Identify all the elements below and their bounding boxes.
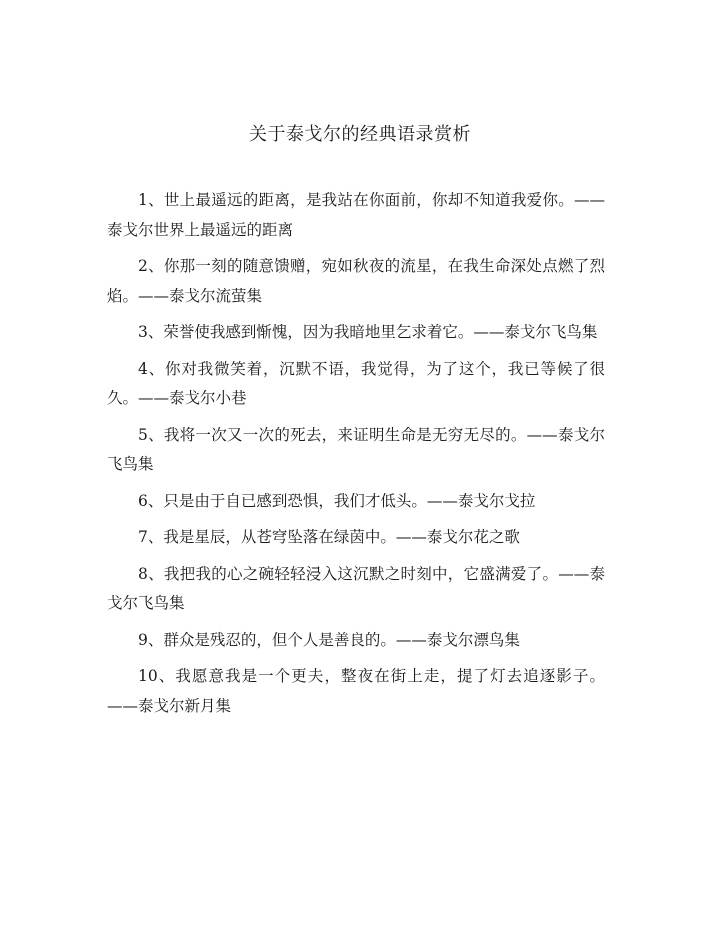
quote-paragraph-2: 2、你那一刻的随意馈赠，宛如秋夜的流星，在我生命深处点燃了烈焰。——泰戈尔流萤集 — [107, 257, 605, 305]
quote-paragraph-5: 5、我将一次又一次的死去，来证明生命是无穷无尽的。——泰戈尔飞鸟集 — [107, 425, 605, 473]
document-title: 关于泰戈尔的经典语录赏析 — [249, 124, 471, 145]
quote-paragraph-3: 3、荣誉使我感到惭愧，因为我暗地里乞求着它。——泰戈尔飞鸟集 — [138, 323, 598, 341]
quote-paragraph-1: 1、世上最遥远的距离，是我站在你面前，你却不知道我爱你。——泰戈尔世界上最遥远的距离 — [107, 191, 605, 239]
quote-paragraph-9: 9、群众是残忍的，但个人是善良的。——泰戈尔漂鸟集 — [138, 630, 520, 649]
quote-paragraph-8: 8、我把我的心之碗轻轻浸入这沉默之时刻中，它盛满爱了。——泰戈尔飞鸟集 — [107, 564, 605, 612]
quote-paragraph-10: 10、我愿意我是一个更夫，整夜在街上走，提了灯去追逐影子。——泰戈尔新月集 — [107, 667, 605, 715]
quote-paragraph-4: 4、你对我微笑着，沉默不语，我觉得，为了这个，我已等候了很久。——泰戈尔小巷 — [107, 359, 605, 407]
quote-paragraph-7: 7、我是星辰，从苍穹坠落在绿茵中。——泰戈尔花之歌 — [138, 528, 520, 546]
document-body — [107, 186, 605, 728]
quote-paragraph-6: 6、只是由于自已感到恐惧，我们才低头。——泰戈尔戈拉 — [138, 491, 536, 510]
